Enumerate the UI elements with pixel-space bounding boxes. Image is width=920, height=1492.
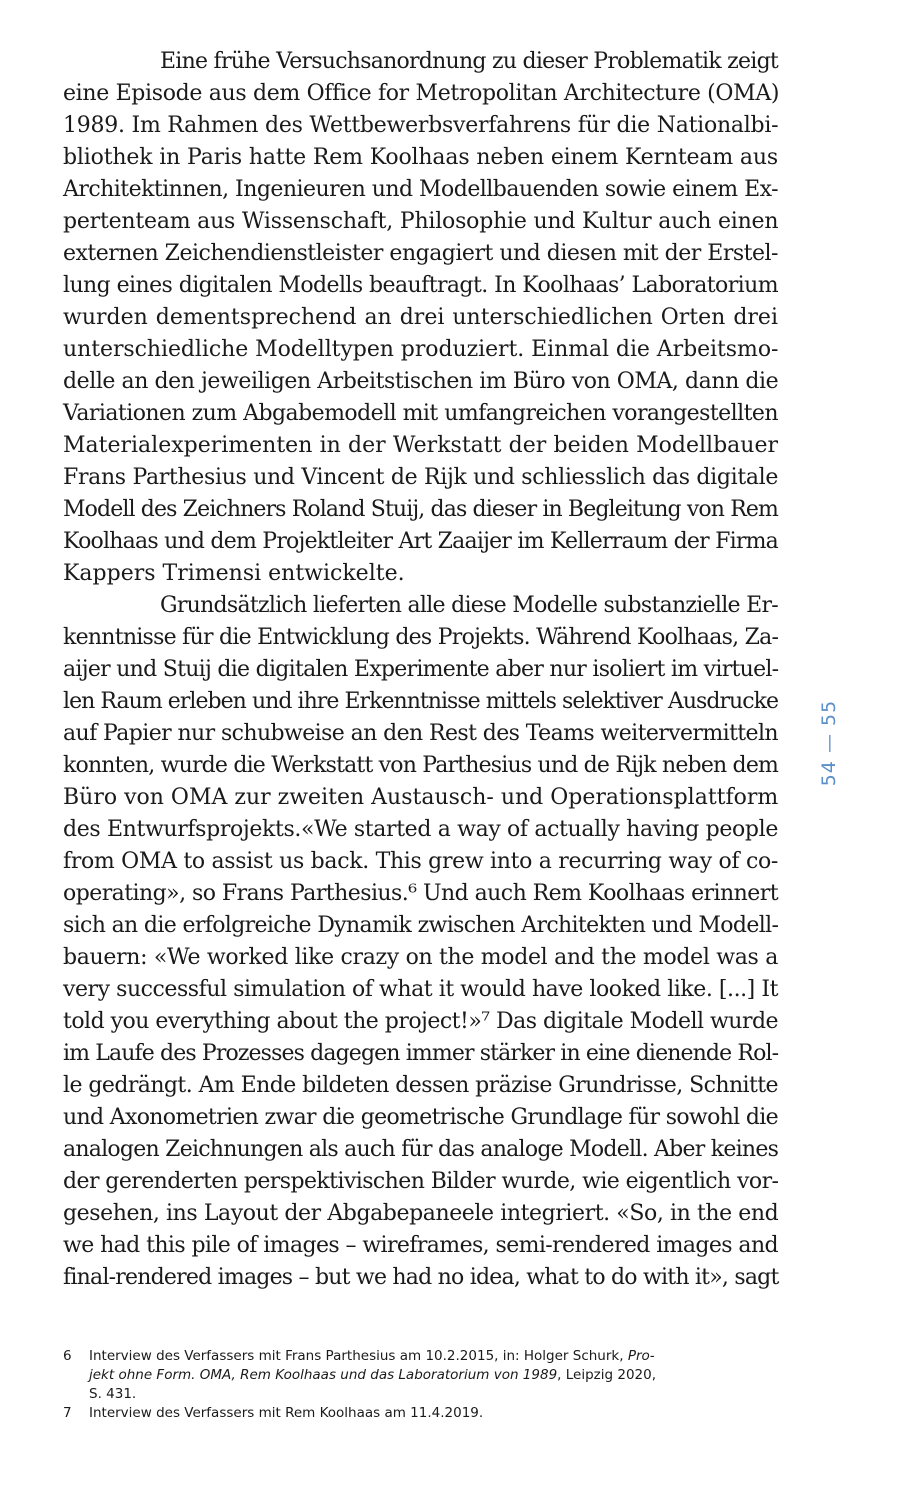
text-line: des Entwurfsprojekts.«We started a way of actually having people	[63, 817, 778, 842]
footnote-line	[89, 1347, 723, 1366]
text-line: kenntnisse für die Entwicklung des Projekts. Während Koolhaas, Za-	[63, 625, 779, 650]
paragraph-2	[63, 590, 778, 1294]
footnote-number: 6	[63, 1348, 72, 1364]
page-number: 54 — 55	[818, 699, 840, 787]
text-line: delle an den jeweiligen Arbeitstischen im Büro von OMA, dann die	[63, 369, 779, 394]
footnote-6	[63, 1347, 723, 1404]
footnote-text: , Leipzig 2020,	[557, 1367, 657, 1383]
text-line: gesehen, ins Layout der Abgabepaneele integriert. «So, in the end	[63, 1201, 779, 1226]
text-line: auf Papier nur schubweise an den Rest des Teams weitervermitteln	[63, 721, 778, 746]
text-line: eine Episode aus dem Office for Metropolitan Architecture (OMA)	[63, 81, 780, 106]
footnote-title-italic: Pro-	[627, 1348, 655, 1364]
text-line: wurden dementsprechend an drei unterschiedlichen Orten drei	[63, 305, 778, 330]
footnote-line: S. 431.	[89, 1386, 137, 1402]
text-line: der gerenderten perspektivischen Bilder wurde, wie eigentlich vor-	[63, 1169, 779, 1194]
text-line: aijer und Stuij die digitalen Experimente aber nur isoliert im virtuel-	[63, 657, 779, 682]
text-line: Kappers Trimensi entwickelte.	[63, 561, 405, 586]
text-line: konnten, wurde die Werkstatt von Parthesius und de Rijk neben dem	[63, 753, 779, 778]
footnote-line	[89, 1366, 723, 1385]
text-line: Variationen zum Abgabemodell mit umfangreichen vorangestellten	[63, 401, 778, 426]
footnote-title-italic: jekt ohne Form. OMA, Rem Koolhaas und das Laboratorium von 1989	[89, 1367, 558, 1383]
footnotes	[63, 1347, 723, 1423]
text-line: Materialexperimenten in der Werkstatt der beiden Modellbauer	[63, 433, 778, 458]
text-line: 1989. Im Rahmen des Wettbewerbsverfahrens für die Nationalbi-	[63, 113, 779, 138]
body-text	[63, 46, 778, 1294]
text-line: lung eines digitalen Modells beauftragt. In Koolhaas’ Laboratorium	[63, 273, 778, 298]
text-line: pertenteam aus Wissenschaft, Philosophie und Kultur auch einen	[63, 209, 779, 234]
text-line: im Laufe des Prozesses dagegen immer stärker in eine dienende Rol-	[63, 1041, 779, 1066]
footnote-text: Interview des Verfassers mit Frans Parthesius am 10.2.2015, in: Holger Schurk,	[89, 1348, 628, 1364]
text-line: Modell des Zeichners Roland Stuij, das dieser in Begleitung von Rem	[63, 497, 778, 522]
text-line: sich an die erfolgreiche Dynamik zwischen Architekten und Modell-	[63, 913, 779, 938]
paragraph-1	[63, 46, 778, 590]
text-line: bliothek in Paris hatte Rem Koolhaas neben einem Kernteam aus	[63, 145, 778, 170]
text-line: externen Zeichendienstleister engagiert und diesen mit der Erstel-	[63, 241, 778, 266]
text-line: Eine frühe Versuchsanordnung zu dieser Problematik zeigt	[160, 49, 778, 74]
text-line: Frans Parthesius und Vincent de Rijk und schliesslich das digitale	[63, 465, 779, 490]
text-line: Koolhaas und dem Projektleiter Art Zaaijer im Kellerraum der Firma	[63, 529, 779, 554]
footnote-number: 7	[63, 1405, 72, 1421]
text-line: operating», so Frans Parthesius.⁶ Und auch Rem Koolhaas erinnert	[63, 881, 778, 906]
text-line: Grundsätzlich lieferten alle diese Modelle substanzielle Er-	[160, 593, 778, 618]
text-line: analogen Zeichnungen als auch für das analoge Modell. Aber keines	[63, 1137, 779, 1162]
footnote-7	[63, 1404, 723, 1423]
text-line: le gedrängt. Am Ende bildeten dessen präzise Grundrisse, Schnitte	[63, 1073, 778, 1098]
text-line: Architektinnen, Ingenieuren und Modellbauenden sowie einem Ex-	[63, 177, 778, 202]
text-line: Büro von OMA zur zweiten Austausch- und Operationsplattform	[63, 785, 779, 810]
text-line: very successful simulation of what it would have looked like. [...] It	[63, 977, 778, 1002]
text-line: we had this pile of images – wireframes, semi-rendered images and	[63, 1233, 778, 1258]
text-line: und Axonometrien zwar die geometrische Grundlage für sowohl die	[63, 1105, 778, 1130]
text-line: from OMA to assist us back. This grew into a recurring way of co-	[63, 849, 778, 874]
text-line: len Raum erleben und ihre Erkenntnisse mittels selektiver Ausdrucke	[63, 689, 778, 714]
text-line: told you everything about the project!»⁷ Das digitale Modell wurde	[63, 1009, 779, 1034]
footnote-line: Interview des Verfassers mit Rem Koolhaas am 11.4.2019.	[89, 1405, 484, 1421]
text-line: bauern: «We worked like crazy on the model and the model was a	[63, 945, 778, 970]
text-line: final-rendered images – but we had no idea, what to do with it», sagt	[63, 1265, 779, 1290]
text-line: unterschiedliche Modelltypen produziert. Einmal die Arbeitsmo-	[63, 337, 779, 362]
